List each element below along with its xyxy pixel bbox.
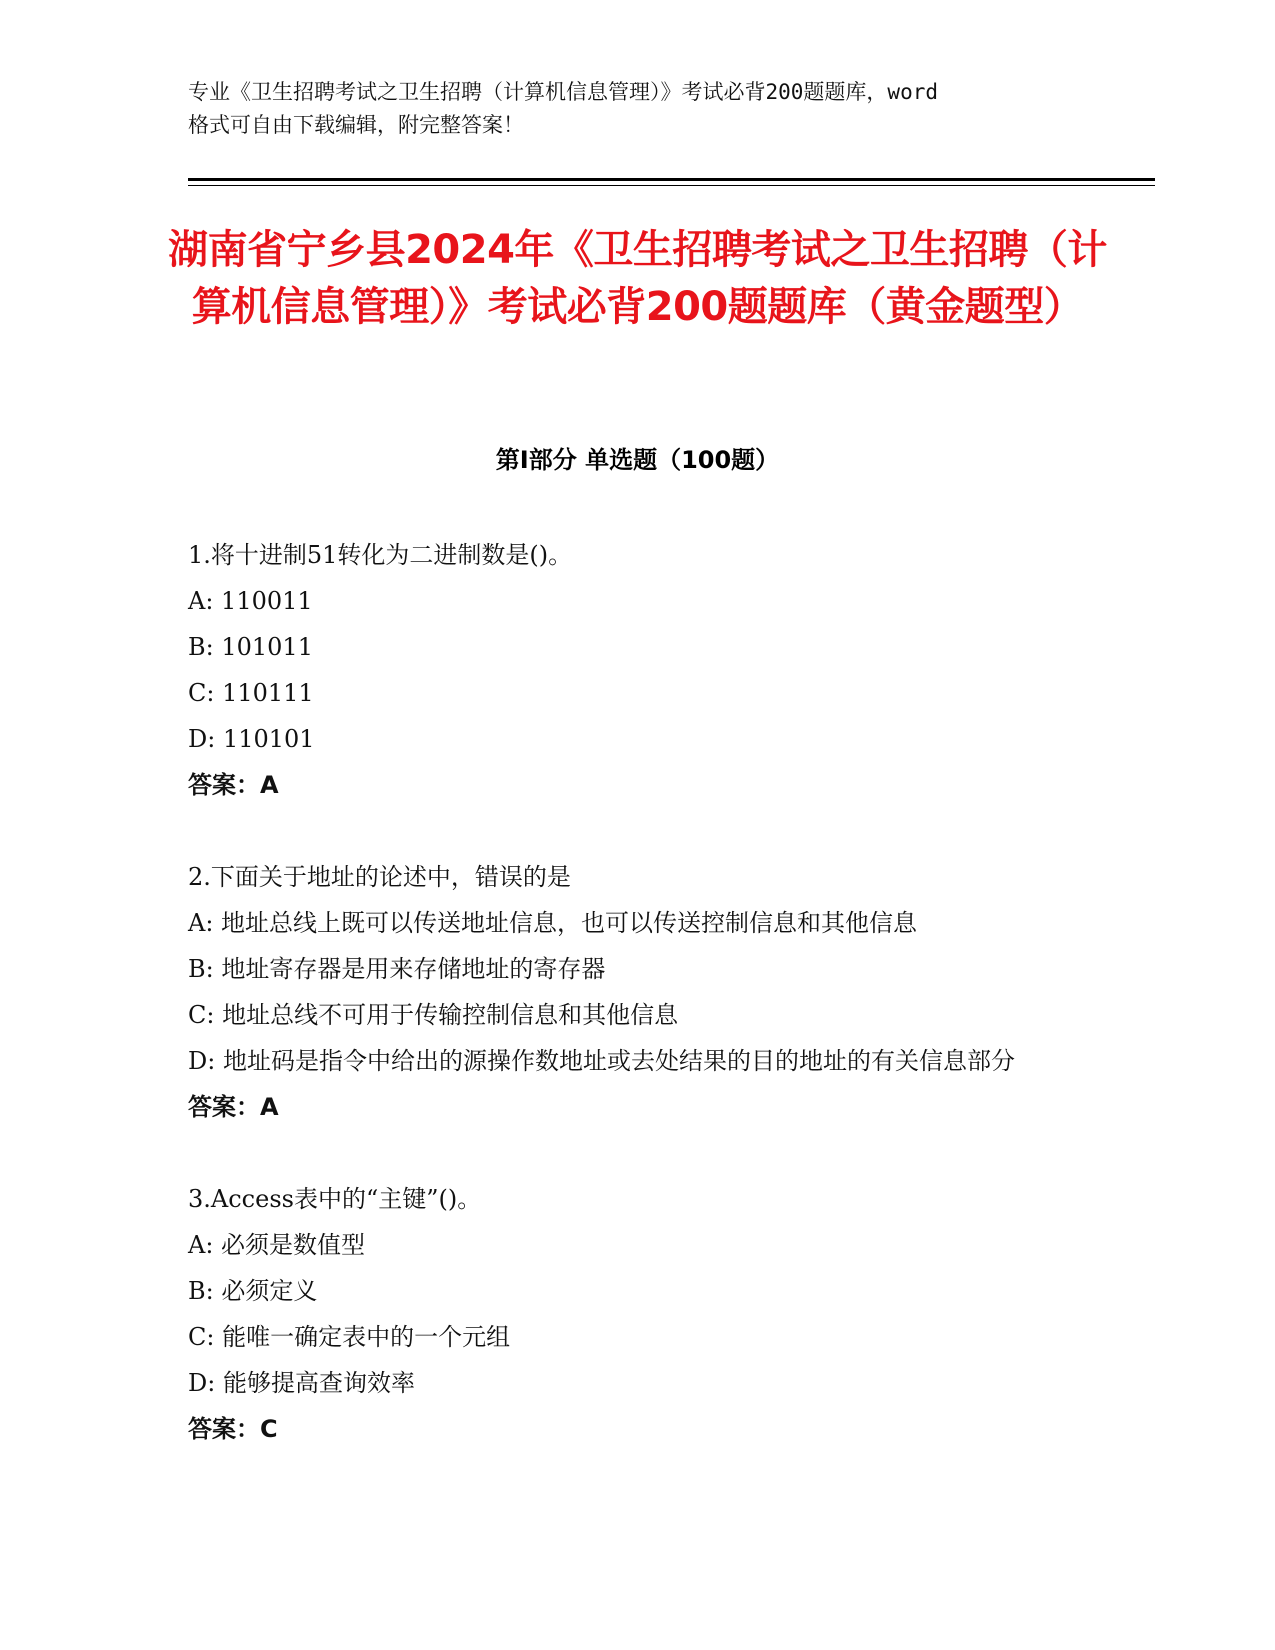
option-b: B: 101011 [188,633,313,661]
option-c: C: 能唯一确定表中的一个元组 [188,1323,511,1351]
question-list [188,532,1088,1498]
option-c: C: 地址总线不可用于传输控制信息和其他信息 [188,1001,679,1029]
header-divider-thick [188,178,1155,181]
document-title: 湖南省宁乡县2024年《卫生招聘考试之卫生招聘（计算机信息管理）》考试必背200题题库（黄金题型） [168,227,1107,330]
option-d: D: 110101 [188,725,315,753]
option-d: D: 地址码是指令中给出的源操作数地址或去处结果的目的地址的有关信息部分 [188,1047,1015,1075]
question-stem: 1.将十进制51转化为二进制数是()。 [188,541,573,569]
section-heading: 第Ⅰ部分 单选题（100题） [495,446,780,474]
option-d: D: 能够提高查询效率 [188,1369,415,1397]
answer: 答案：C [188,1415,278,1443]
answer: 答案：A [188,1093,279,1121]
question-stem: 2.下面关于地址的论述中，错误的是 [188,863,571,891]
answer: 答案：A [188,771,279,799]
header-note-line-2: 格式可自由下载编辑，附完整答案！ [188,113,524,137]
option-a: A: 必须是数值型 [188,1231,366,1259]
option-a: A: 110011 [188,587,313,615]
question-stem: 3.Access表中的“主键”()。 [188,1185,482,1213]
header-note [188,76,1088,142]
header-divider-thin [188,185,1155,186]
option-c: C: 110111 [188,679,314,707]
question-1 [188,532,1088,808]
question-3 [188,1176,1088,1452]
header-note-line-1: 专业《卫生招聘考试之卫生招聘（计算机信息管理）》考试必背200题题库，word [188,80,938,104]
question-2 [188,854,1088,1130]
option-a: A: 地址总线上既可以传送地址信息，也可以传送控制信息和其他信息 [188,909,918,937]
option-b: B: 地址寄存器是用来存储地址的寄存器 [188,955,606,983]
option-b: B: 必须定义 [188,1277,318,1305]
